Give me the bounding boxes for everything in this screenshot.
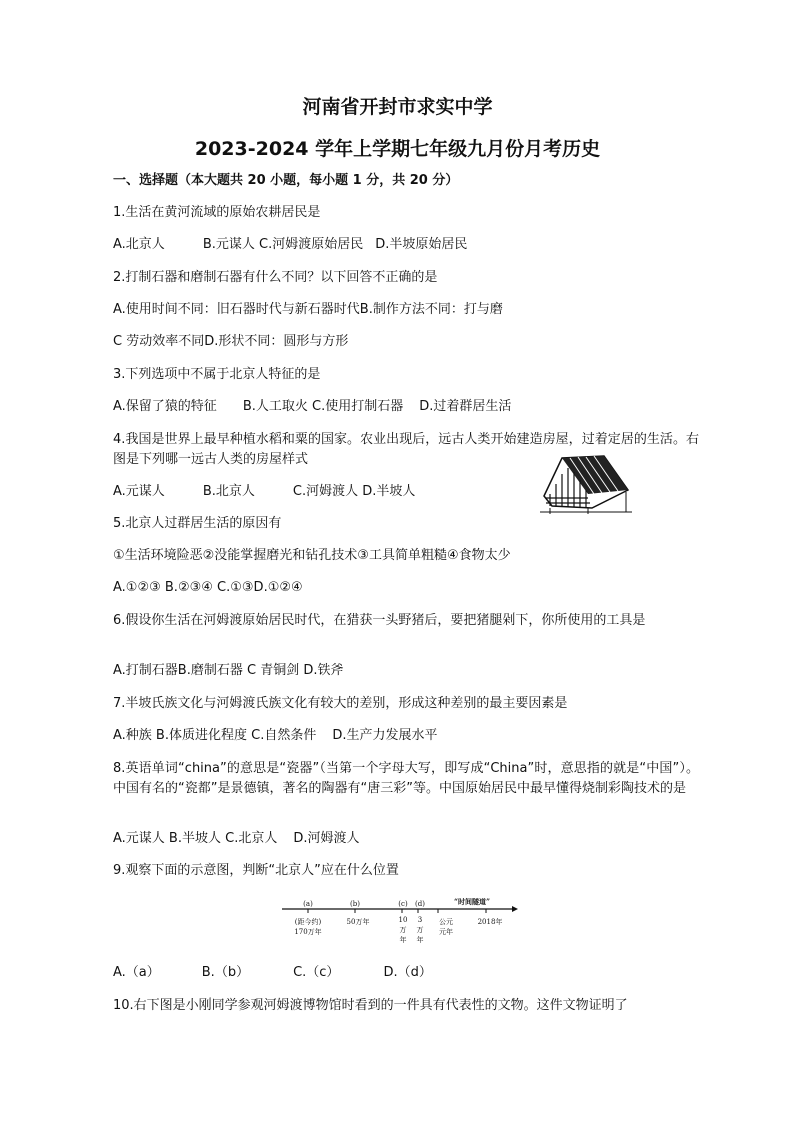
q8-options-abc[interactable]: A.元谋人 B.半坡人 C.北京人	[113, 831, 278, 846]
q3-option-d[interactable]: D.过着群居生活	[419, 399, 512, 414]
q5-options[interactable]: A.①②③ B.②③④ C.①③D.①②④	[113, 580, 303, 595]
q8-stem: 8.英语单词“china”的意思是“瓷器”（当第一个字母大写，即写成“China”时，意思指的就是“中国”）。中国有名的“瓷都”是景德镇，著名的陶器有“唐三彩”等。中国原始居民中最早懂得烧制彩陶技术的是	[113, 761, 699, 796]
q3-options	[113, 397, 699, 417]
q7-options	[113, 726, 699, 746]
q2-options-line1[interactable]: A.使用时间不同：旧石器时代与新石器时代B.制作方法不同：打与磨	[113, 302, 503, 317]
q7-stem: 7.半坡氏族文化与河姆渡氏族文化有较大的差别，形成这种差别的最主要因素是	[113, 696, 568, 711]
q6-stem: 6.假设你生活在河姆渡原始居民时代，在猎获一头野猪后，要把猪腿剁下，你所使用的工具是	[113, 613, 646, 628]
q3-option-a[interactable]: A.保留了猿的特征	[113, 399, 217, 414]
q1-option-b[interactable]: B.元谋人	[202, 237, 255, 252]
q9-option-a[interactable]: A.（a）	[113, 965, 160, 980]
q9-option-b[interactable]: B.（b）	[201, 965, 250, 980]
q3-stem: 3.下列选项中不属于北京人特征的是	[113, 367, 321, 382]
q4-option-b[interactable]: B.北京人	[202, 484, 255, 499]
q9-option-c[interactable]: C.（c）	[293, 965, 340, 980]
q1-options	[113, 235, 699, 255]
q9-stem: 9.观察下面的示意图，判断“北京人”应在什么位置	[113, 863, 399, 878]
q4-stem: 4.我国是世界上最早种植水稻和粟的国家。农业出现后，远古人类开始建造房屋，过着定居的生活。右图是下列哪一远古人类的房屋样式	[113, 432, 699, 467]
q2-stem: 2.打制石器和磨制石器有什么不同？以下回答不正确的是	[113, 270, 438, 285]
q2-options-line2[interactable]: C 劳动效率不同D.形状不同：圆形与方形	[113, 334, 349, 349]
timeline-label-2018: 2018年	[477, 918, 503, 926]
timeline-label-c1: 10	[398, 916, 408, 924]
q10-stem: 10.右下图是小刚同学参观河姆渡博物馆时看到的一件具有代表性的文物。这件文物证明了	[113, 998, 628, 1013]
q9-options	[113, 963, 699, 983]
q1-option-c[interactable]: C.河姆渡原始居民	[259, 237, 364, 252]
timeline-mark-c: (c)	[398, 900, 408, 908]
q8-options	[113, 829, 699, 849]
timeline-label-c2: 万	[399, 926, 407, 934]
q1-option-a[interactable]: A.北京人	[113, 237, 165, 252]
q5-stem: 5.北京人过群居生活的原因有	[113, 516, 282, 531]
q4-option-c[interactable]: C.河姆渡人	[292, 484, 359, 499]
stilt-house-image	[540, 450, 632, 516]
timeline-label-d1: 3	[417, 916, 423, 924]
timeline-label-ad1: 公元	[439, 918, 453, 926]
timeline-label-ad2: 元年	[439, 928, 453, 936]
school-title: 河南省开封市求实中学	[302, 96, 493, 118]
exam-title: 2023-2024 学年上学期七年级九月份月考历史	[194, 138, 601, 160]
q7-options-abc[interactable]: A.种族 B.体质进化程度 C.自然条件	[113, 728, 317, 743]
q7-option-d[interactable]: D.生产力发展水平	[332, 728, 438, 743]
timeline-mark-b: (b)	[350, 900, 360, 908]
timeline-tunnel-label: “时间隧道”	[453, 897, 491, 906]
q9-option-d[interactable]: D.（d）	[383, 965, 432, 980]
timeline-mark-a: (a)	[303, 900, 313, 908]
q3-option-c[interactable]: C.使用打制石器	[312, 399, 404, 414]
q1-stem: 1.生活在黄河流域的原始农耕居民是	[113, 205, 321, 220]
timeline-label-d2: 万	[416, 926, 424, 934]
timeline-label-d3: 年	[416, 936, 424, 944]
q4-option-a[interactable]: A.元谋人	[113, 484, 165, 499]
timeline-label-a2: 170万年	[294, 928, 322, 936]
timeline-mark-d: (d)	[415, 900, 425, 908]
timeline-diagram	[280, 896, 520, 954]
timeline-label-a1: (距今约)	[294, 918, 322, 926]
q8-option-d[interactable]: D.河姆渡人	[293, 831, 360, 846]
q5-items: ①生活环境险恶②没能掌握磨光和钻孔技术③工具简单粗糙④食物太少	[113, 548, 511, 563]
q1-option-d[interactable]: D.半坡原始居民	[375, 237, 468, 252]
q6-options[interactable]: A.打制石器B.磨制石器 C 青铜剑 D.铁斧	[113, 663, 344, 678]
timeline-label-c3: 年	[399, 936, 407, 944]
q3-option-b[interactable]: B.人工取火	[242, 399, 308, 414]
q4-option-d[interactable]: D.半坡人	[362, 484, 416, 499]
timeline-label-b: 50万年	[346, 918, 370, 926]
section-heading: 一、选择题（本大题共 20 小题，每小题 1 分，共 20 分）	[113, 173, 459, 188]
